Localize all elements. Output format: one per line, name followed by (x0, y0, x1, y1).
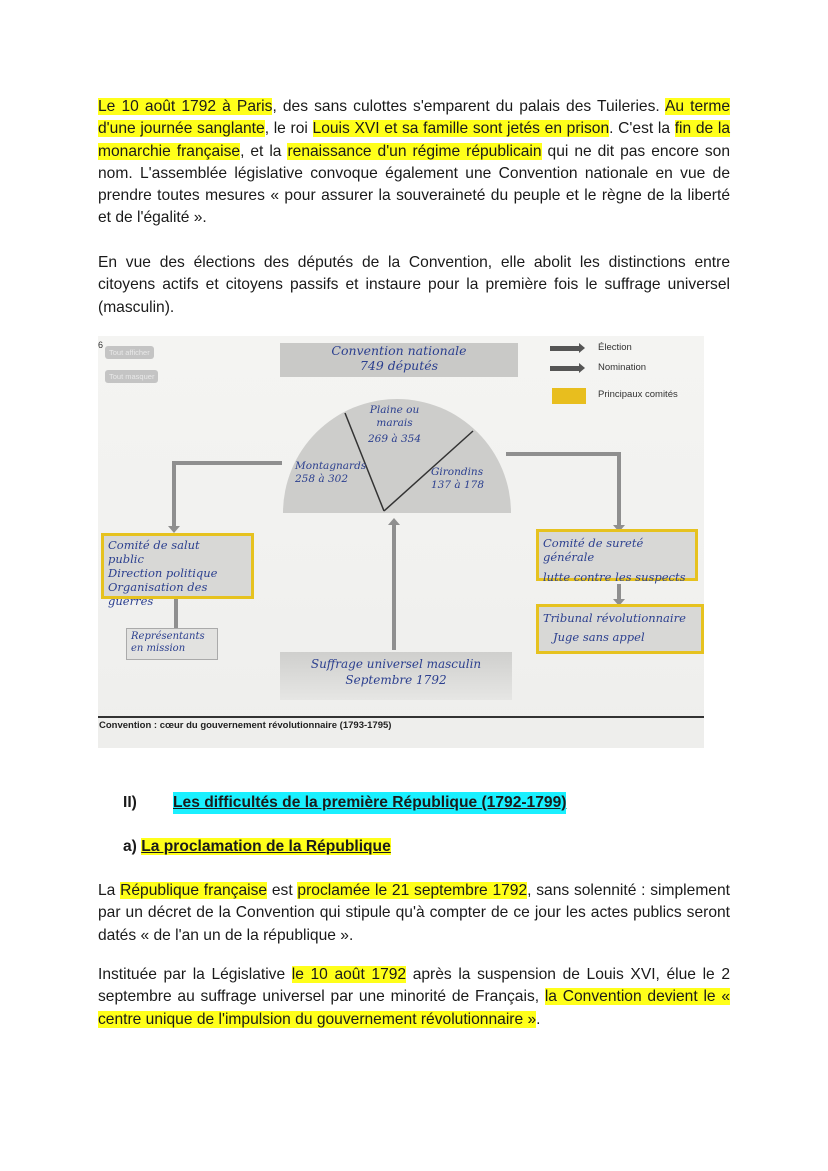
highlight: fin de la monarchie française (98, 120, 730, 160)
box-text: lutte contre les suspects (543, 570, 686, 584)
text-span: . C'est la (609, 120, 675, 138)
intro-paragraph (98, 96, 730, 230)
subsection-heading (123, 836, 391, 858)
show-all-button: Tout afficher (105, 346, 154, 359)
text-span: , des sans culottes s'emparent du palais des Tuileries. (272, 98, 665, 115)
highlight: Louis XVI et sa famille sont jetés en prison (312, 120, 610, 138)
highlight: Au terme d'une journée sanglante (98, 98, 730, 138)
faction-range: 137 à 178 (431, 479, 485, 491)
subsection-title: La proclamation de la République (141, 838, 391, 855)
faction-girondins (431, 466, 484, 492)
arrow-up-icon (392, 524, 396, 650)
legend-label: Principaux comités (598, 389, 678, 400)
box-text: Représentants (131, 631, 205, 642)
subsection-letter: a) (123, 838, 137, 855)
caption-divider (98, 716, 704, 718)
text-span: , le roi (264, 120, 313, 138)
convention-title: Convention nationale (331, 343, 467, 358)
faction-plaine (368, 404, 421, 446)
box-text: en mission (131, 643, 186, 654)
yellow-swatch-icon (552, 388, 586, 404)
faction-range: 258 à 302 (295, 473, 349, 485)
hide-all-button: Tout masquer (105, 370, 158, 383)
box-text: public (108, 552, 144, 566)
legend-label: Nomination (598, 362, 647, 373)
faction-montagnards (295, 460, 366, 486)
box-text: Suffrage universel masculin (310, 657, 482, 671)
suffrage-universel-box (280, 652, 512, 700)
diagram-caption: Convention : cœur du gouvernement révolutionnaire (1793-1795) (99, 720, 392, 731)
highlight: le 10 août 1792 (291, 966, 407, 983)
proclamation-paragraph (98, 880, 730, 947)
representants-box (126, 628, 218, 660)
text-span: , sans solennité : simplement par un décret de la Convention qui stipule qu'à compter de ce jour les actes publics seront datés « de l'an un de la république ». (98, 882, 730, 944)
faction-name: Montagnards (295, 460, 367, 472)
box-text: Direction politique (108, 566, 218, 580)
box-text: Comité de sureté générale (543, 536, 644, 564)
text-span: après la suspension de Louis XVI, élue le 2 septembre au suffrage universel par une minorité de Français, (98, 966, 730, 1006)
comite-surete-generale-box (536, 529, 698, 584)
text-span: qui ne dit pas encore son nom. L'assemblée législative convoque également une Convention nationale en vue de prendre toutes mesures « pour assurer la souveraineté du peuple et le règne de la liberté et de l'égalité ». (98, 142, 730, 227)
legend-label: Élection (598, 342, 632, 353)
convention-diagram-image (98, 336, 704, 748)
text-span: Instituée par la Législative (98, 966, 292, 983)
connector-line (506, 452, 619, 456)
highlight: Le 10 août 1792 à Paris (98, 98, 273, 115)
box-text: Septembre 1792 (345, 673, 447, 687)
convention-deputies: 749 députés (359, 358, 439, 373)
convention-paragraph (98, 964, 730, 1031)
arrow-down-icon (617, 584, 621, 600)
box-text: Comité de salut (108, 538, 200, 552)
highlight: République française (120, 882, 268, 899)
highlight: proclamée le 21 septembre 1792 (297, 882, 528, 899)
box-text: Organisation des guerres (108, 580, 208, 608)
box-text: Juge sans appel (553, 630, 645, 644)
faction-name: marais (376, 417, 413, 429)
convention-box (280, 343, 518, 377)
elections-paragraph: En vue des élections des députés de la Convention, elle abolit les distinctions entre citoyens actifs et citoyens passifs et instaure pour la première fois le suffrage universel (masculin). (98, 254, 730, 316)
box-text: Tribunal révolutionnaire (543, 611, 686, 625)
arrow-right-icon (550, 366, 580, 371)
highlight: renaissance d'un régime républicain (287, 142, 542, 160)
arrow-down-icon (172, 461, 176, 527)
arrow-right-icon (550, 346, 580, 351)
highlight: la Convention devient le « centre unique de l'impulsion du gouvernement révolutionnaire » (98, 988, 731, 1028)
faction-range: 269 à 354 (368, 433, 422, 445)
tribunal-revolutionnaire-box (536, 604, 704, 654)
faction-name: Girondins (431, 466, 484, 478)
arrow-down-icon (617, 452, 621, 526)
text-span: . (536, 1010, 541, 1028)
comite-salut-public-box (101, 533, 254, 608)
section-number: II) (123, 794, 137, 811)
text-span: La (98, 882, 121, 899)
page-marker: 6 (98, 340, 104, 350)
section-title: Les difficultés de la première République (1792-1799) (173, 792, 566, 814)
text-span: , et la (240, 142, 288, 160)
text-span: est (267, 882, 298, 899)
faction-name: Plaine ou (369, 404, 420, 416)
connector-line (172, 461, 282, 465)
